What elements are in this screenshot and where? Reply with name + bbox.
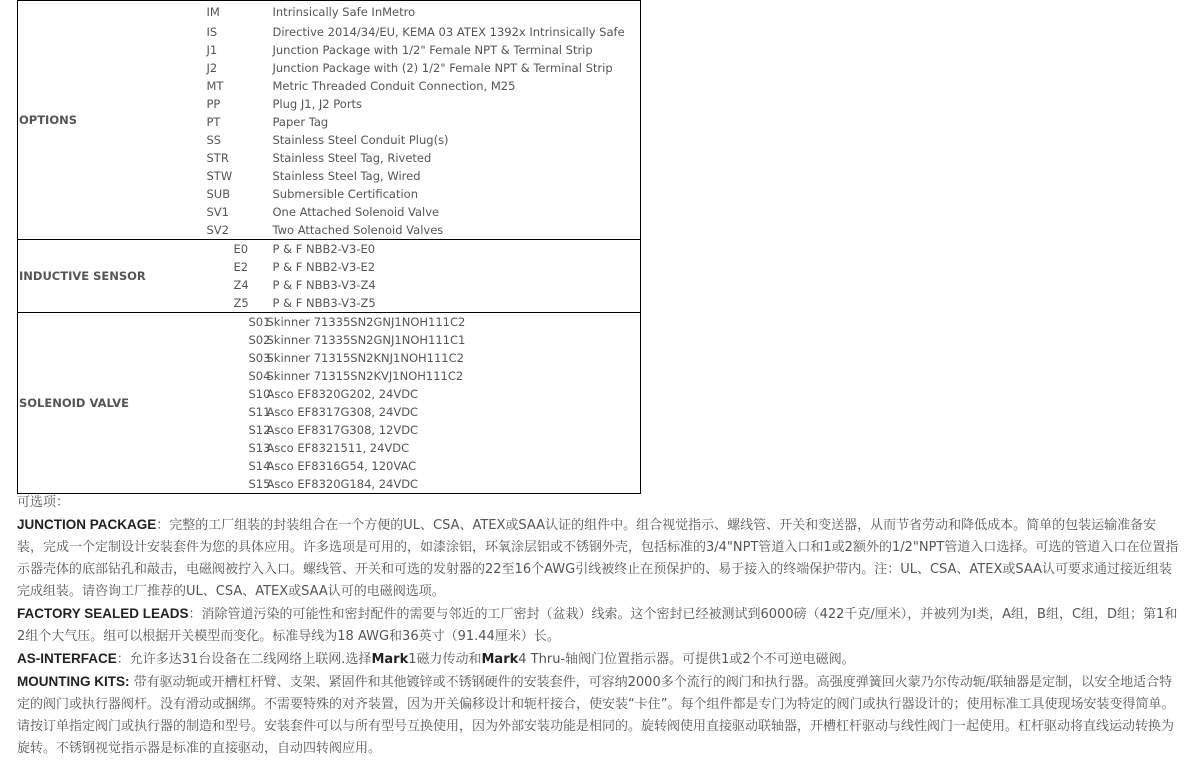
option-code: S11 xyxy=(248,405,271,419)
option-code: STW xyxy=(206,169,233,183)
option-code: PP xyxy=(206,97,221,111)
option-code: Z4 xyxy=(233,278,249,292)
as-interface-text-a: ：允许多达31台设备在二线网络上联网.选择 xyxy=(116,652,372,667)
option-code: S14 xyxy=(248,459,271,473)
option-code: MT xyxy=(206,79,224,93)
junction-package-note xyxy=(17,514,1182,603)
option-code: E2 xyxy=(233,260,249,274)
option-code: PT xyxy=(206,115,221,129)
option-desc: One Attached Solenoid Valve xyxy=(272,205,440,219)
table-row xyxy=(18,313,641,332)
option-desc: Submersible Certification xyxy=(272,187,418,201)
option-desc: Skinner 71315SN2KVJ1NOH111C2 xyxy=(266,369,464,383)
factory-sealed-leads-text: ：消除管道污染的可能性和密封配件的需要与邻近的工厂密封（盆栽）线索。这个密封已经被测试到6000磅（422千克/厘米），并被列为I类，A组，B组，C组，D组；第1和2组个大气压。组可以根据开关模型而变化。标准导线为18 AWG和36英寸（91.44厘米）长。 xyxy=(17,607,1178,644)
option-desc: Directive 2014/34/EU, KEMA 03 ATEX 1392x Intrinsically Safe xyxy=(272,25,625,39)
option-code: Z5 xyxy=(233,296,249,310)
option-desc: Skinner 71335SN2GNJ1NOH111C2 xyxy=(266,315,466,329)
option-desc: Metric Threaded Conduit Connection, M25 xyxy=(272,79,516,93)
option-desc: Stainless Steel Tag, Wired xyxy=(272,169,421,183)
mounting-kits-text: 带有驱动轭或开槽杠杆臂、支架、紧固件和其他镀锌或不锈钢硬件的安装套件，可容纳2000多个流行的阀门和执行器。高强度弹簧回火蒙乃尔传动轭/联轴器是定制，以安全地适合特定的阀门或执行器阀杆。没有滑动或捆绑。不需要特殊的对齐装置，因为开关偏移设计和轭杆接合，使安装“卡住”。每个组件都是专门为特定的阀门或执行器设计的；使用标准工具使现场安装变得简单。请按订单指定阀门或执行器的制造和型号。安装套件可以与所有型号互换使用，因为外部安装功能是相同的。旋转阀使用直接驱动联轴器，开槽杠杆驱动与线性阀门一起使用。杠杆驱动将直线运动转换为旋转。不锈钢视觉指示器是标准的直接驱动，自动四转阀应用。 xyxy=(17,675,1175,756)
option-code: S13 xyxy=(248,441,271,455)
as-interface-text-b: 1磁力传动和 xyxy=(408,652,482,667)
option-code: S02 xyxy=(248,333,271,347)
option-code: J1 xyxy=(206,43,218,57)
category-inductive-sensor: INDUCTIVE SENSOR xyxy=(19,269,146,283)
option-code: STR xyxy=(206,151,229,165)
option-desc: Asco EF8316G54, 120VAC xyxy=(266,459,417,473)
option-code: SS xyxy=(206,133,222,147)
option-desc: Asco EF8317G308, 24VDC xyxy=(266,405,419,419)
table-row xyxy=(18,240,641,259)
as-interface-note xyxy=(17,648,1182,671)
option-desc: P & F NBB3-V3-Z5 xyxy=(272,296,376,310)
option-code: S12 xyxy=(248,423,271,437)
junction-package-label: JUNCTION PACKAGE xyxy=(17,517,157,532)
inductive-sensor-group xyxy=(18,240,641,313)
option-code: S03 xyxy=(248,351,271,365)
option-desc: Skinner 71335SN2GNJ1NOH111C1 xyxy=(266,333,466,347)
option-code: E0 xyxy=(233,242,249,256)
option-code: S15 xyxy=(248,477,271,491)
option-code: IS xyxy=(206,25,218,39)
option-desc: Junction Package with (2) 1/2" Female NPT & Terminal Strip xyxy=(272,61,613,75)
table-row xyxy=(18,1,641,24)
option-desc: Stainless Steel Tag, Riveted xyxy=(272,151,432,165)
option-desc: Plug J1, J2 Ports xyxy=(272,97,363,111)
options-group xyxy=(18,1,641,240)
mark-1-brand: Mark xyxy=(371,652,409,667)
option-code: S10 xyxy=(248,387,271,401)
options-spec-table xyxy=(17,0,641,494)
as-interface-text-c: 4 Thru-轴阀门位置指示器。可提供1或2个不可逆电磁阀。 xyxy=(518,652,855,667)
notes-heading: 可选项： xyxy=(17,495,70,510)
junction-package-text: ：完整的工厂组装的封装组合在一个方便的UL、CSA、ATEX或SAA认证的组件中。组合视觉指示、螺线管、开关和变送器，从而节省劳动和降低成本。简单的包装运输准备安装，完成一个定制设计安装套件为您的具体应用。许多选项是可用的，如漆涂铝，环氧涂层铝或不锈钢外壳，包括标准的3/4"NPT管道入口和1或2额外的1/2"NPT管道入口选择。可选的管道入口在位置指示器壳体的底部钻孔和敲击，电磁阀被拧入入口。螺线管、开关和可选的发射器的22至16个AWG引线被终止在预保护的、易于接入的终端保护带内。注：UL、CSA、ATEX或SAA认可要求通过接近组装完成组装。请咨询工厂推荐的UL、CSA、ATEX或SAA认可的电磁阀选项。 xyxy=(17,518,1179,599)
factory-sealed-leads-label: FACTORY SEALED LEADS xyxy=(17,606,189,621)
option-code: SUB xyxy=(206,187,231,201)
option-desc: Asco EF8317G308, 12VDC xyxy=(266,423,419,437)
option-desc: Intrinsically Safe InMetro xyxy=(272,5,416,19)
mounting-kits-label: MOUNTING KITS: xyxy=(17,674,130,689)
option-code: IM xyxy=(206,5,220,19)
category-options: OPTIONS xyxy=(19,113,78,127)
mark-4-brand: Mark xyxy=(481,652,519,667)
option-code: J2 xyxy=(206,61,218,75)
mounting-kits-note xyxy=(17,671,1182,760)
option-desc: P & F NBB2-V3-E2 xyxy=(272,260,376,274)
option-code: SV2 xyxy=(206,223,229,237)
category-solenoid-valve: SOLENOID VALVE xyxy=(19,396,129,410)
option-desc: Asco EF8320G202, 24VDC xyxy=(266,387,419,401)
factory-sealed-leads-note xyxy=(17,603,1182,648)
options-notes xyxy=(17,492,1182,760)
option-desc: Junction Package with 1/2" Female NPT & Terminal Strip xyxy=(272,43,593,57)
as-interface-label: AS-INTERFACE xyxy=(17,651,117,666)
option-desc: Skinner 71315SN2KNJ1NOH111C2 xyxy=(266,351,464,365)
option-desc: Stainless Steel Conduit Plug(s) xyxy=(272,133,449,147)
option-desc: P & F NBB2-V3-E0 xyxy=(272,242,376,256)
option-code: SV1 xyxy=(206,205,229,219)
option-desc: Two Attached Solenoid Valves xyxy=(272,223,444,237)
option-desc: Asco EF8320G184, 24VDC xyxy=(266,477,419,491)
option-desc: Paper Tag xyxy=(272,115,329,129)
option-desc: P & F NBB3-V3-Z4 xyxy=(272,278,376,292)
option-code: S01 xyxy=(248,315,271,329)
solenoid-valve-group xyxy=(18,313,641,494)
option-code: S04 xyxy=(248,369,271,383)
option-desc: Asco EF8321511, 24VDC xyxy=(266,441,410,455)
